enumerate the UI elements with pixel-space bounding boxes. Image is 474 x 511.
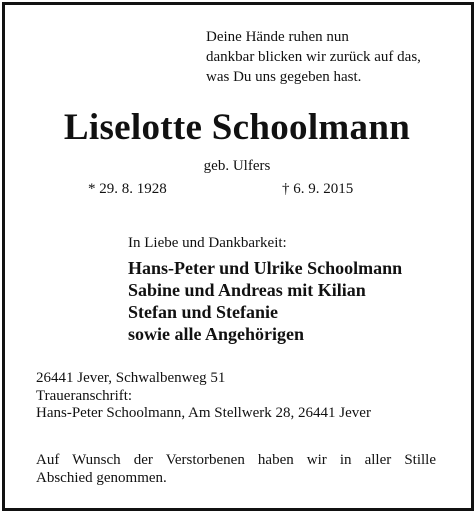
closing-notice (36, 452, 436, 487)
deceased-name: Liselotte Schoolmann (63, 107, 411, 148)
poem-line: was Du uns gegeben hast. (206, 69, 362, 85)
mourner-line: Sabine und Andreas mit Kilian (128, 280, 366, 300)
address-block (36, 370, 371, 423)
address-line: Hans-Peter Schoolmann, Am Stellwerk 28, 26441 Jever (36, 405, 371, 421)
address-line: 26441 Jever, Schwalbenweg 51 (36, 370, 226, 386)
birth-date: * 29. 8. 1928 (88, 181, 167, 197)
closing-line: Auf Wunsch der Verstorbenen haben wir in aller Stille (36, 452, 436, 468)
poem-line: dankbar blicken wir zurück auf das, (206, 49, 421, 65)
death-date: † 6. 9. 2015 (282, 181, 354, 197)
mourner-line: sowie alle Angehörigen (128, 324, 304, 344)
closing-line: Abschied genommen. (36, 469, 167, 486)
mourners-intro: In Liebe und Dankbarkeit: (128, 235, 287, 251)
birth-name: geb. Ulfers (203, 158, 271, 174)
address-line: Traueranschrift: (36, 387, 133, 404)
mourner-line: Hans-Peter und Ulrike Schoolmann (128, 258, 403, 278)
poem-verse (206, 27, 421, 87)
poem-line: Deine Hände ruhen nun (206, 29, 349, 45)
mourner-line: Stefan und Stefanie (128, 302, 279, 322)
mourners-list (128, 257, 402, 345)
